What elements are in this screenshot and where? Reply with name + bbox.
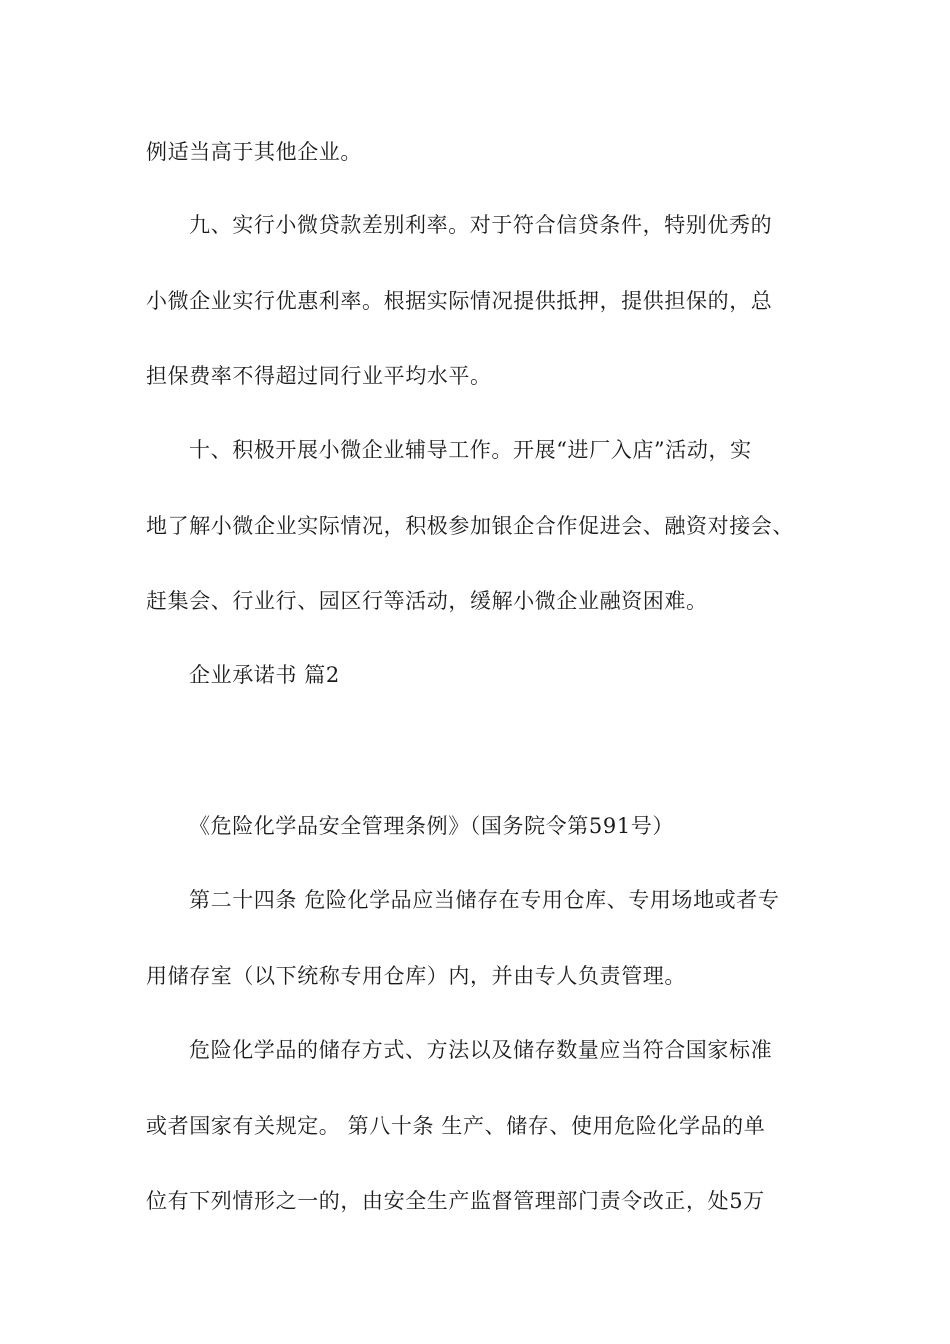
- paragraph-line: 位有下列情形之一的，由安全生产监督管理部门责令改正，处5万: [146, 1189, 765, 1213]
- paragraph-line: 赶集会、行业行、园区行等活动，缓解小微企业融资困难。: [146, 589, 708, 613]
- paragraph-line: 危险化学品的储存方式、方法以及储存数量应当符合国家标准: [189, 1038, 773, 1062]
- paragraph-line: 担保费率不得超过同行业平均水平。: [146, 364, 492, 388]
- paragraph-line: 或者国家有关规定。 第八十条 生产、储存、使用危险化学品的单: [146, 1114, 766, 1138]
- paragraph-line: 十、积极开展小微企业辅导工作。开展“进厂入店”活动，实: [189, 438, 752, 462]
- paragraph-line: 第二十四条 危险化学品应当储存在专用仓库、专用场地或者专: [189, 888, 780, 912]
- paragraph-line: 小微企业实行优惠利率。根据实际情况提供抵押，提供担保的，总: [146, 289, 773, 313]
- section-heading: 企业承诺书 篇2: [189, 663, 340, 687]
- paragraph-line: 例适当高于其他企业。: [146, 140, 362, 164]
- regulation-title: 《危险化学品安全管理条例》（国务院令第591号）: [189, 814, 674, 838]
- paragraph-line: 地了解小微企业实际情况，积极参加银企合作促进会、融资对接会、: [146, 514, 794, 538]
- paragraph-line: 用储存室（以下统称专用仓库）内，并由专人负责管理。: [146, 964, 686, 988]
- paragraph-line: 九、实行小微贷款差别利率。对于符合信贷条件，特别优秀的: [189, 213, 773, 237]
